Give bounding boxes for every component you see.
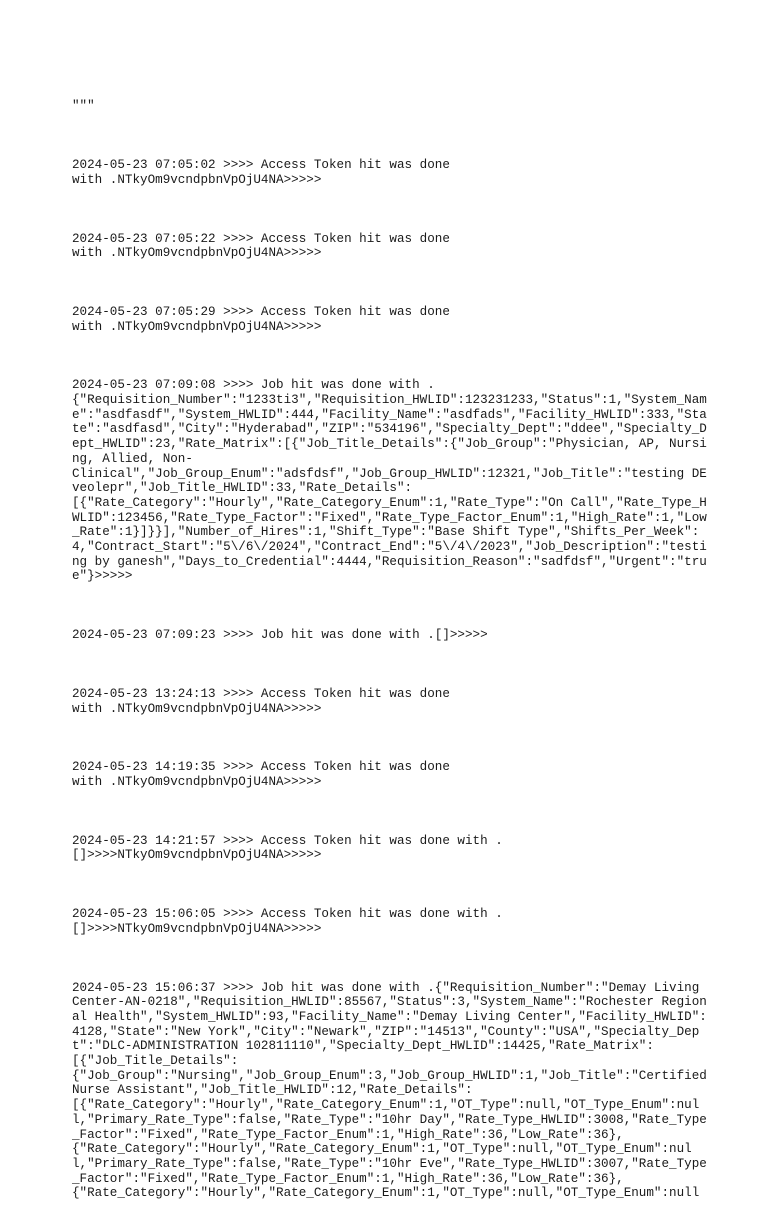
log-entry: 2024-05-23 14:19:35 >>>> Access Token hit was done with .NTkyOm9vcndpbnVpOjU4NA>>>>>: [72, 760, 450, 789]
log-entry: 2024-05-23 07:09:08 >>>> Job hit was done with . {"Requisition_Number":"1233ti3","Requisition_HWLID":123231233,"Status":1,"System_Name":"asdfasdf","System_HWLID":444,"Facility_Name":"asdfads","Facility_HWLID":333,"State":"asdfasd","City":"Hyderabad","ZIP":"534196","Specialty_Dept":"ddee","Specialty_Dept_HWLID":23,"Rate_Matrix":[{"Job_Title_Details":{"Job_Group":"Physician, AP, Nursing, Allied, Non- Clinical","Job_Group_Enum":"adsfdsf","Job_Group_HWLID":12321,"Job_Title":"testing DEveolepr","Job_Title_HWLID":33,"Rate_Details": [{"Rate_Category":"Hourly","Rate_Category_Enum":1,"Rate_Type":"On Call","Rate_Type_HWLID":123456,"Rate_Type_Factor":"Fixed","Rate_Type_Factor_Enum":1,"High_Rate":1,"Low_Rate":1}]}}],"Number_of_Hires":1,"Shift_Type":"Base Shift Type","Shifts_Per_Week":4,"Contract_Start":"5\/6\/2024","Contract_End":"5\/4\/2023","Job_Description":"testing by ganesh","Days_to_Credential":4444,"Requisition_Reason":"sadfdsf","Urgent":"true"}>>>>>: [72, 378, 707, 584]
log-entry: 2024-05-23 15:06:37 >>>> Job hit was done with .{"Requisition_Number":"Demay Living Center-AN-0218","Requisition_HWLID":85567,"Status":3,"System_Name":"Rochester Regional Health","System_HWLID":93,"Facility_Name":"Demay Living Center","Facility_HWLID":4128,"State":"New York","City":"Newark","ZIP":"14513","County":"USA","Specialty_Dept":"DLC-ADMINISTRATION 102811110","Specialty_Dept_HWLID":14425,"Rate_Matrix": [{"Job_Title_Details": {"Job_Group":"Nursing","Job_Group_Enum":3,"Job_Group_HWLID":1,"Job_Title":"Certified Nurse Assistant","Job_Title_HWLID":12,"Rate_Details": [{"Rate_Category":"Hourly","Rate_Category_Enum":1,"OT_Type":null,"OT_Type_Enum":null,"Primary_Rate_Type":false,"Rate_Type":"10hr Day","Rate_Type_HWLID":3008,"Rate_Type_Factor":"Fixed","Rate_Type_Factor_Enum":1,"High_Rate":36,"Low_Rate":36}, {"Rate_Category":"Hourly","Rate_Category_Enum":1,"OT_Type":null,"OT_Type_Enum":null,"Primary_Rate_Type":false,"Rate_Type":"10hr Eve","Rate_Type_HWLID":3007,"Rate_Type_Factor":"Fixed","Rate_Type_Factor_Enum":1,"High_Rate":36,"Low_Rate":36}, {"Rate_Category":"Hourly","Rate_Category_Enum":1,"OT_Type":null,"OT_Type_Enum":null: [72, 980, 707, 1201]
log-entry: 2024-05-23 07:05:29 >>>> Access Token hit was done with .NTkyOm9vcndpbnVpOjU4NA>>>>>: [72, 304, 450, 334]
document-opening-quotes: """: [72, 99, 95, 114]
log-entry: 2024-05-23 07:05:02 >>>> Access Token hit was done with .NTkyOm9vcndpbnVpOjU4NA>>>>>: [72, 158, 450, 187]
log-entry: 2024-05-23 14:21:57 >>>> Access Token hit was done with . []>>>>NTkyOm9vcndpbnVpOjU4NA>>>>>: [72, 833, 503, 863]
log-entry: 2024-05-23 15:06:05 >>>> Access Token hit was done with . []>>>>NTkyOm9vcndpbnVpOjU4NA>>>>>: [72, 907, 503, 936]
log-entry: 2024-05-23 07:09:23 >>>> Job hit was done with .[]>>>>>: [72, 628, 488, 643]
log-document: [72, 70, 712, 1230]
log-entry: 2024-05-23 13:24:13 >>>> Access Token hit was done with .NTkyOm9vcndpbnVpOjU4NA>>>>>: [72, 686, 450, 716]
log-entry: 2024-05-23 07:05:22 >>>> Access Token hit was done with .NTkyOm9vcndpbnVpOjU4NA>>>>>: [72, 231, 450, 261]
